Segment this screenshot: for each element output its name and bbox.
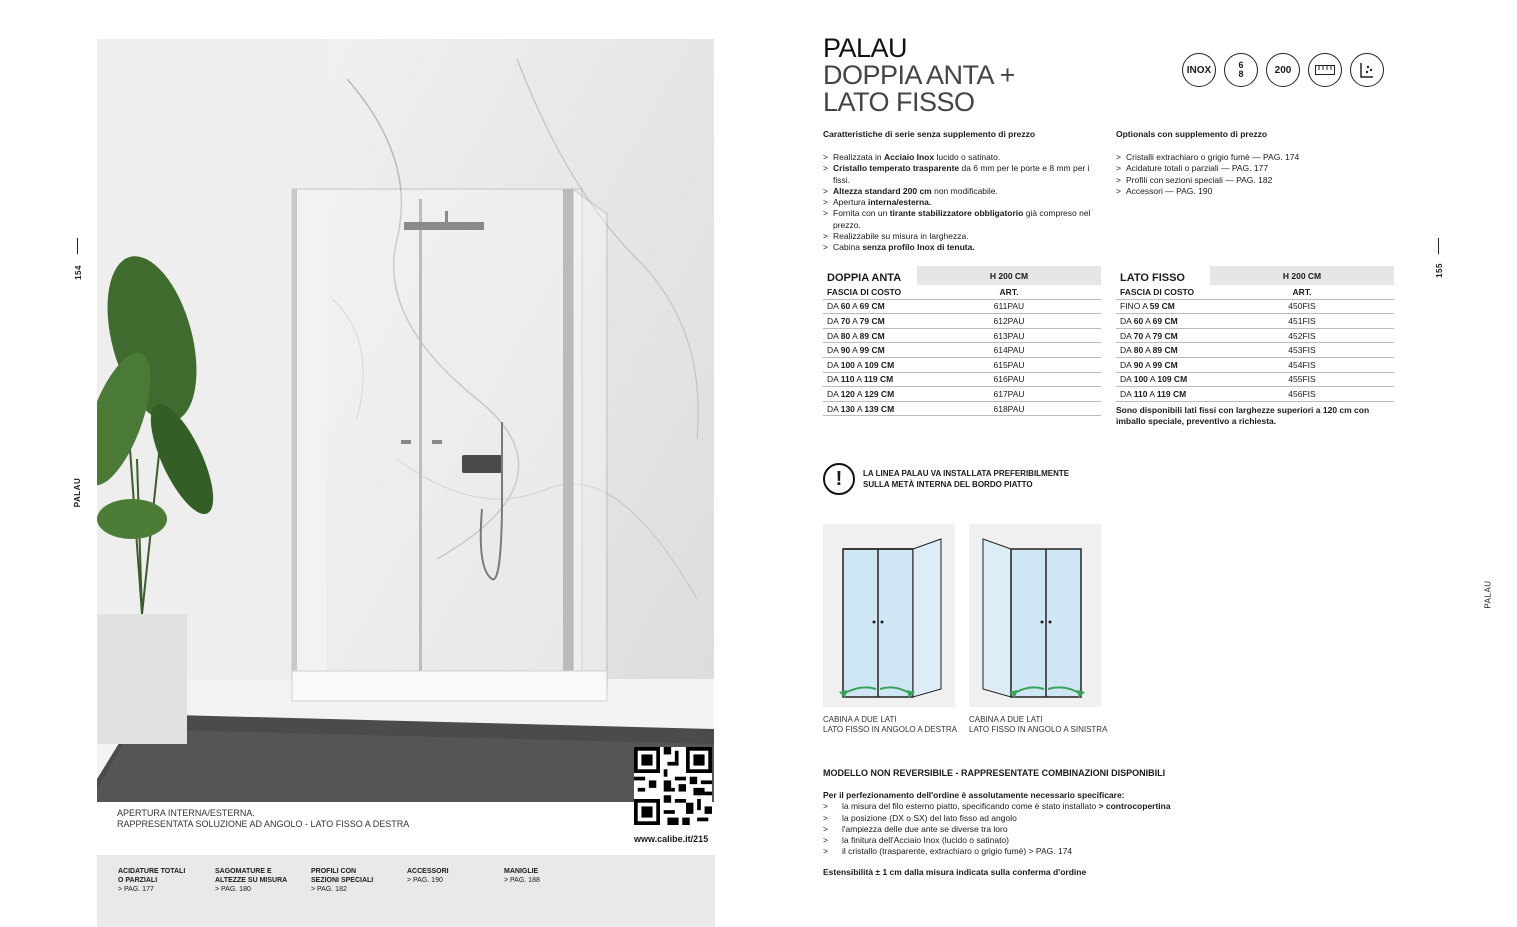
footer-item-sagomature[interactable]: SAGOMATURE E ALTEZZE SU MISURA > PAG. 180 <box>215 868 288 893</box>
feature-icons <box>1182 53 1384 87</box>
left-side-label: PALAU <box>73 477 83 507</box>
footer-item-maniglie[interactable]: MANIGLIE > PAG. 188 <box>504 868 540 884</box>
art-cell: 614PAU <box>917 343 1101 358</box>
table-row <box>1116 387 1394 402</box>
art-cell: 615PAU <box>917 357 1101 372</box>
list-item: > Profili con sezioni speciali — PAG. 182 <box>1116 175 1396 186</box>
list-item: > la posizione (DX o SX) del lato fisso ad angolo <box>823 813 1171 824</box>
table-row <box>823 372 1101 387</box>
table-row <box>1116 372 1394 387</box>
diagram-fixed-left <box>969 524 1101 707</box>
height-header: H 200 CM <box>1210 266 1394 285</box>
list-item: > Acidature totali o parziali — PAG. 177 <box>1116 163 1396 174</box>
list-item: > la misura del filo esterno piatto, specificando come è stato installato > controcopertina <box>823 801 1171 812</box>
art-cell: 453FIS <box>1210 343 1394 358</box>
table-row <box>823 328 1101 343</box>
order-instructions <box>823 790 1171 858</box>
col-header: FASCIA DI COSTO <box>1116 285 1210 299</box>
table-row <box>1116 328 1394 343</box>
warning-line-1: LA LINEA PALAU VA INSTALLATA PREFERIBILMENTE <box>863 469 1070 478</box>
col-header: FASCIA DI COSTO <box>823 285 917 299</box>
right-page-number: 155 <box>1434 262 1444 278</box>
qr-code[interactable] <box>634 747 712 825</box>
photo-caption <box>117 808 409 830</box>
caption-line-2: RAPPRESENTATA SOLUZIONE AD ANGOLO - LATO FISSO A DESTRA <box>117 819 410 829</box>
lato-fisso-note: Sono disponibili lati fissi con larghezze superiori a 120 cm con imballo speciale, preventivo a richiesta. <box>1116 405 1370 427</box>
range-cell: DA 100 A 109 CM <box>1116 372 1210 387</box>
list-item: > il cristallo (trasparente, extrachiaro o grigio fumè) > PAG. 174 <box>823 846 1171 857</box>
list-item: > Cabina senza profilo Inox di tenuta. <box>823 242 1098 253</box>
diagram-right-caption: CABINA A DUE LATI LATO FISSO IN ANGOLO A SINISTRA <box>969 715 1108 734</box>
art-cell: 613PAU <box>917 328 1101 343</box>
title-line-1: PALAU <box>823 33 908 63</box>
model-note: MODELLO NON REVERSIBILE - RAPPRESENTATE COMBINAZIONI DISPONIBILI <box>823 768 1166 778</box>
table-row <box>823 387 1101 402</box>
doppia-anta-table <box>823 266 1101 416</box>
list-item: > Cristallo temperato trasparente da 6 mm per le porte e 8 mm per i fissi. <box>823 163 1098 186</box>
range-cell: DA 70 A 79 CM <box>1116 328 1210 343</box>
list-item: > Realizzata in Acciaio Inox lucido o satinato. <box>823 152 1098 163</box>
art-cell: 612PAU <box>917 314 1101 329</box>
list-item: > Altezza standard 200 cm non modificabile. <box>823 186 1098 197</box>
range-cell: DA 100 A 109 CM <box>823 357 917 372</box>
footer-bar <box>97 855 715 927</box>
table-row <box>823 357 1101 372</box>
optionals-heading: Optionals con supplemento di prezzo <box>1116 129 1268 139</box>
standard-features-heading: Caratteristiche di serie senza supplemento di prezzo <box>823 129 1036 139</box>
height-icon: 200 <box>1266 53 1300 87</box>
glass-thickness-icon: 6 8 <box>1224 53 1258 87</box>
footer-item-acidature[interactable]: ACIDATURE TOTALI O PARZIALI > PAG. 177 <box>118 868 186 893</box>
table-row <box>1116 357 1394 372</box>
warning-icon: ! <box>823 463 855 495</box>
table-title: LATO FISSO <box>1120 272 1185 284</box>
range-cell: DA 90 A 99 CM <box>823 343 917 358</box>
range-cell: DA 70 A 79 CM <box>823 314 917 329</box>
left-page-rule <box>77 238 78 254</box>
list-item: > la finitura dell'Acciaio Inox (lucido o satinato) <box>823 835 1171 846</box>
art-cell: 617PAU <box>917 387 1101 402</box>
range-cell: DA 80 A 89 CM <box>1116 343 1210 358</box>
range-cell: DA 120 A 129 CM <box>823 387 917 402</box>
product-title <box>823 35 1015 116</box>
range-cell: DA 80 A 89 CM <box>823 328 917 343</box>
range-cell: DA 110 A 119 CM <box>823 372 917 387</box>
order-heading: Per il perfezionamento dell'ordine è assolutamente necessario specificare: <box>823 790 1125 800</box>
table-row <box>1116 299 1394 314</box>
list-item: > Cristalli extrachiaro o grigio fumè — PAG. 174 <box>1116 152 1396 163</box>
range-cell: DA 110 A 119 CM <box>1116 387 1210 402</box>
table-row <box>823 343 1101 358</box>
range-cell: DA 60 A 69 CM <box>1116 314 1210 329</box>
tolerance-note: Estensibilità ± 1 cm dalla misura indicata sulla conferma d'ordine <box>823 867 1087 877</box>
art-cell: 455FIS <box>1210 372 1394 387</box>
range-cell: DA 60 A 69 CM <box>823 299 917 314</box>
installation-warning <box>823 463 1103 495</box>
title-line-3: LATO FISSO <box>823 87 975 117</box>
optionals-list <box>1116 152 1396 197</box>
art-cell: 454FIS <box>1210 357 1394 372</box>
art-cell: 456FIS <box>1210 387 1394 402</box>
table-row <box>823 401 1101 416</box>
footer-item-accessori[interactable]: ACCESSORI > PAG. 190 <box>407 868 449 884</box>
range-cell: DA 130 A 139 CM <box>823 401 917 416</box>
diagram-left-caption: CABINA A DUE LATI LATO FISSO IN ANGOLO A DESTRA <box>823 715 957 734</box>
footer-item-profili[interactable]: PROFILI CON SEZIONI SPECIALI > PAG. 182 <box>311 868 374 893</box>
art-cell: 616PAU <box>917 372 1101 387</box>
caption-line-1: APERTURA INTERNA/ESTERNA. <box>117 808 255 818</box>
website-link[interactable]: www.calibe.it/215 <box>634 834 709 844</box>
table-row <box>823 299 1101 314</box>
list-item: > Fornita con un tirante stabilizzatore obbligatorio già compreso nel prezzo. <box>823 208 1098 231</box>
art-cell: 618PAU <box>917 401 1101 416</box>
col-header: ART. <box>917 285 1101 299</box>
standard-features-list <box>823 152 1098 254</box>
title-line-2: DOPPIA ANTA + <box>823 60 1015 90</box>
range-cell: FINO A 59 CM <box>1116 299 1210 314</box>
table-row <box>823 314 1101 329</box>
inox-icon: INOX <box>1182 53 1216 87</box>
cleaning-icon <box>1350 53 1384 87</box>
list-item: > Realizzabile su misura in larghezza. <box>823 231 1098 242</box>
diagram-fixed-right <box>823 524 955 707</box>
right-side-label: PALAU <box>1483 579 1493 609</box>
shower-photo-illustration <box>97 39 714 802</box>
art-cell: 451FIS <box>1210 314 1394 329</box>
art-cell: 611PAU <box>917 299 1101 314</box>
table-row <box>1116 314 1394 329</box>
col-header: ART. <box>1210 285 1394 299</box>
ruler-icon <box>1308 53 1342 87</box>
right-page-rule <box>1438 238 1439 254</box>
list-item: > Apertura interna/esterna. <box>823 197 1098 208</box>
art-cell: 452FIS <box>1210 328 1394 343</box>
shower-photo <box>97 39 714 802</box>
warning-line-2: SULLA METÀ INTERNA DEL BORDO PIATTO <box>863 480 1033 489</box>
order-list <box>823 801 1171 857</box>
range-cell: DA 90 A 99 CM <box>1116 357 1210 372</box>
table-row <box>1116 343 1394 358</box>
list-item: > Accessori — PAG. 190 <box>1116 186 1396 197</box>
lato-fisso-table <box>1116 266 1394 402</box>
art-cell: 450FIS <box>1210 299 1394 314</box>
table-title: DOPPIA ANTA <box>827 272 902 284</box>
height-header: H 200 CM <box>917 266 1101 285</box>
left-page-number: 154 <box>73 264 83 280</box>
list-item: > l'ampiezza delle due ante se diverse tra loro <box>823 824 1171 835</box>
